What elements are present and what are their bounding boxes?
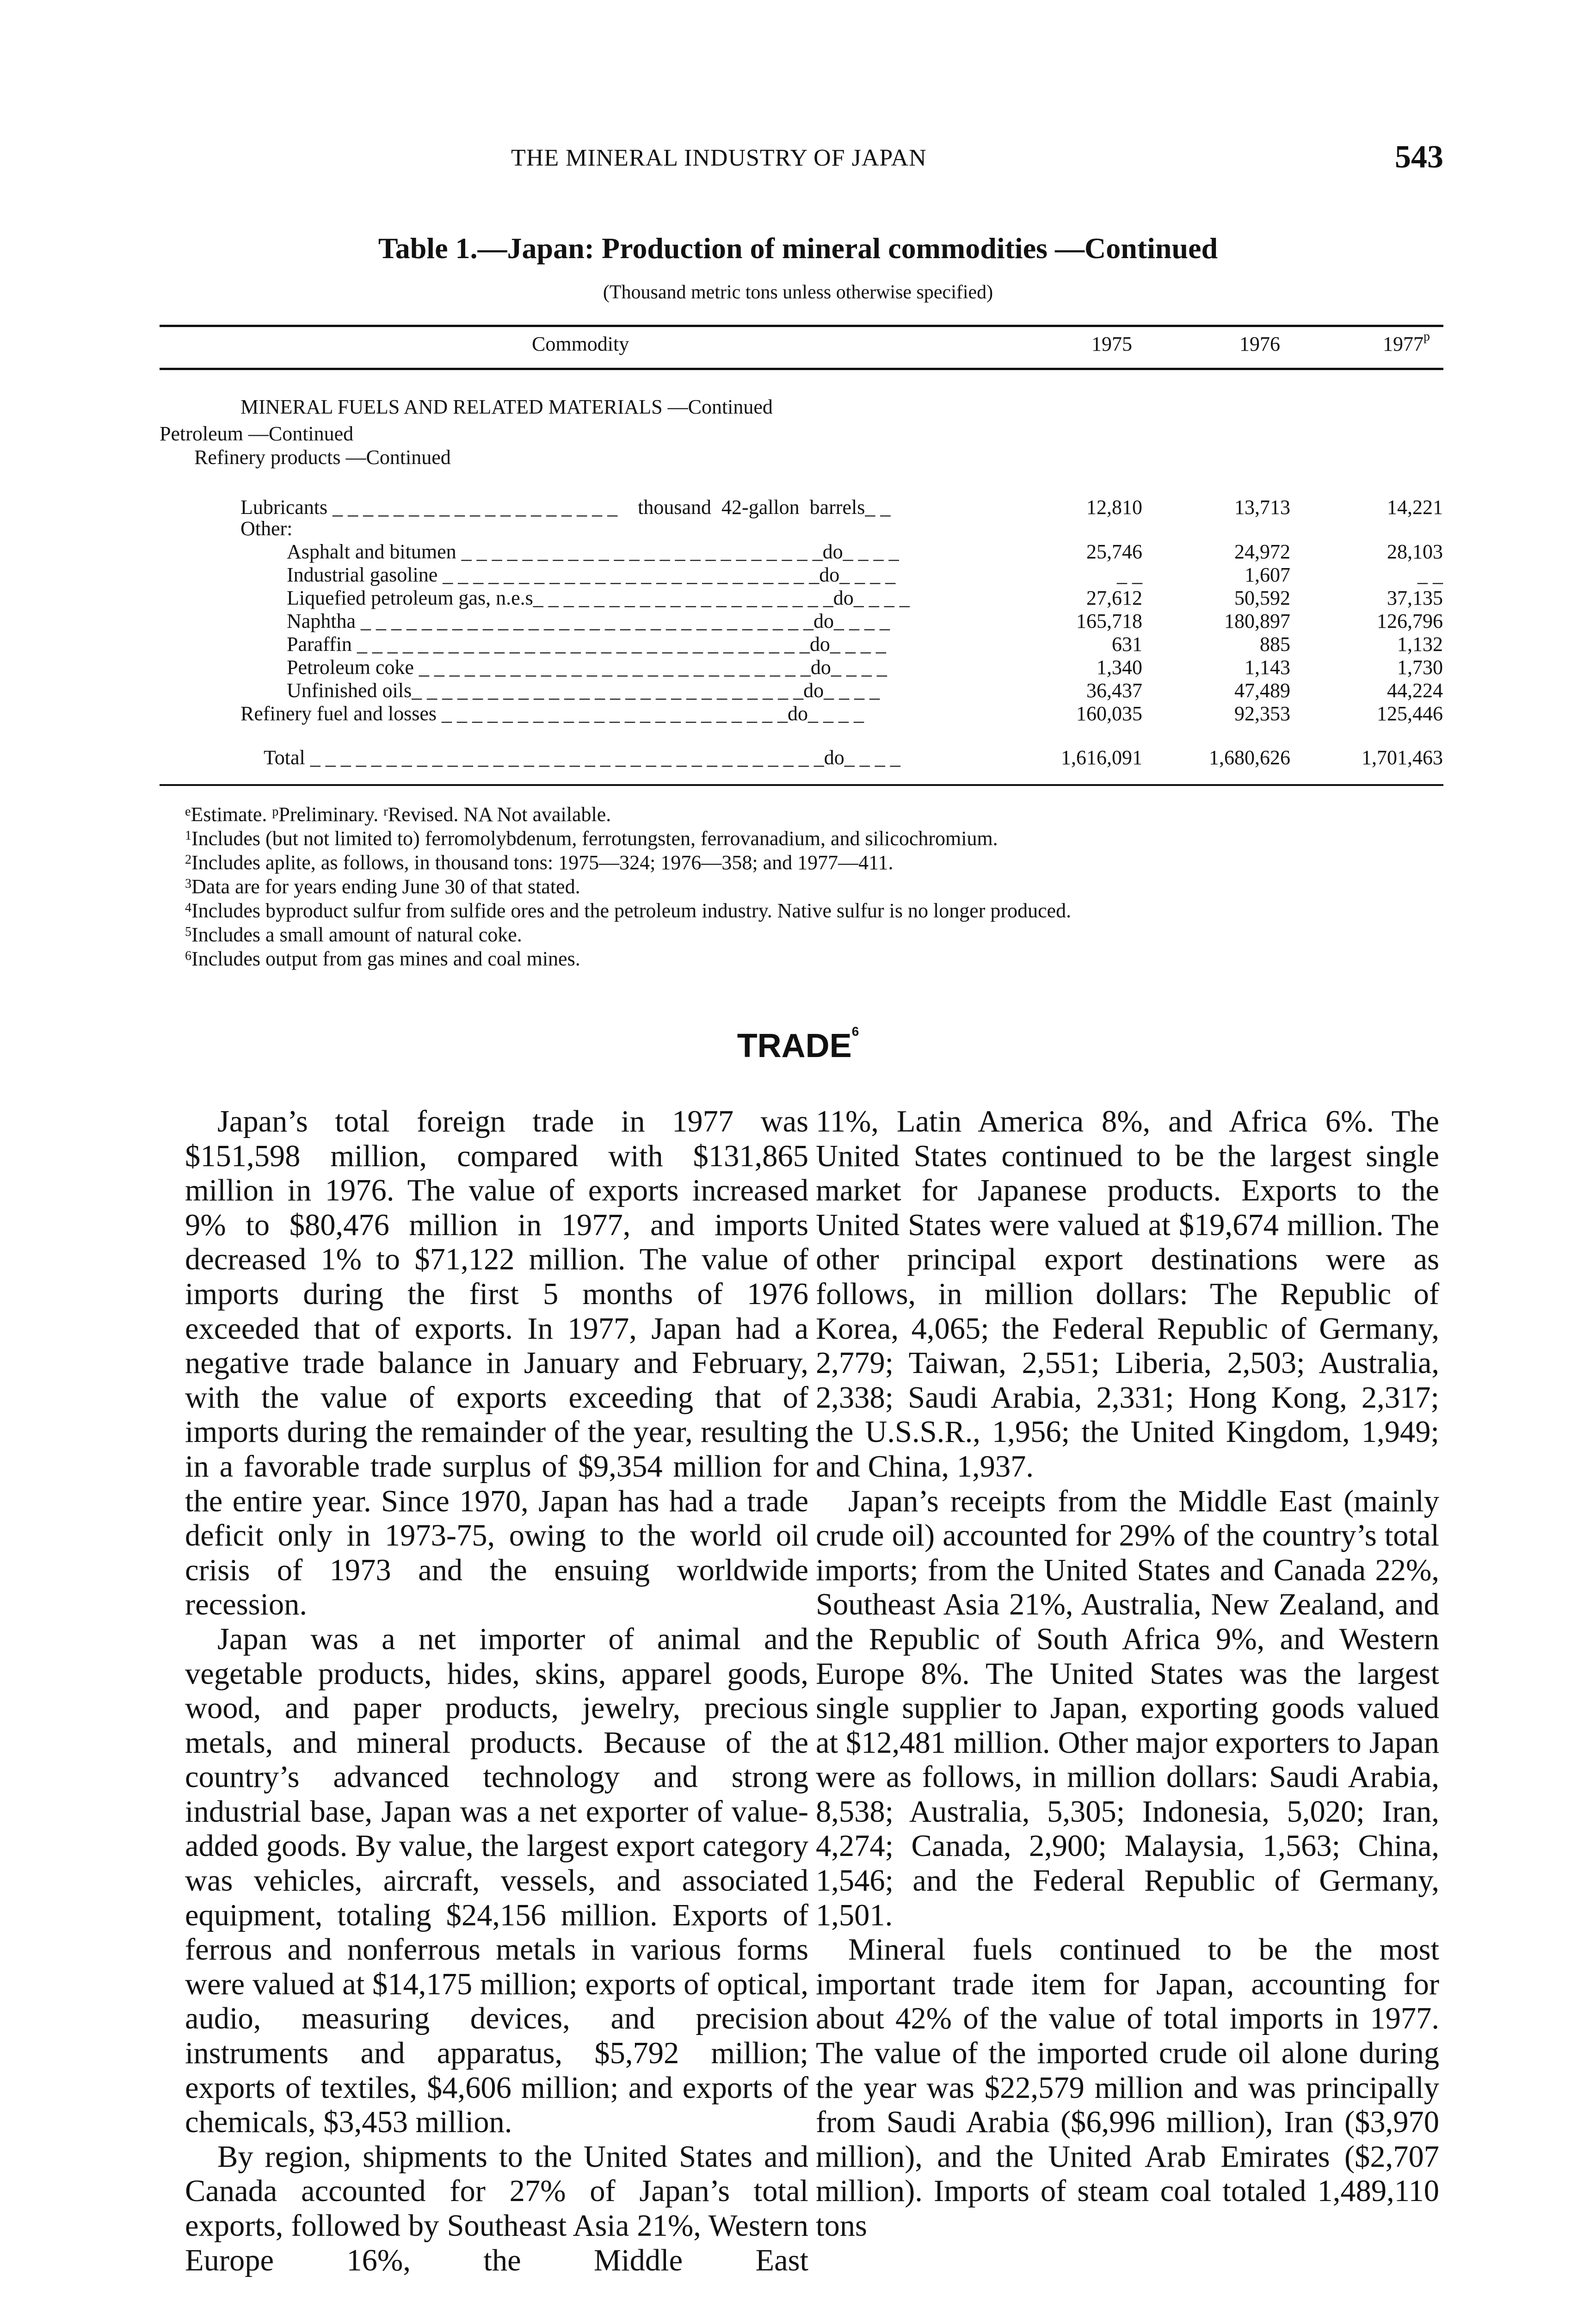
cell-naphtha-1975: 165,718: [1076, 610, 1142, 632]
cell-coke-1976: 1,143: [1245, 656, 1290, 679]
cell-gasoline-1975: _ _: [1117, 563, 1142, 586]
footnote-6: $^6$Includes output from gas mines and coal mines.: [185, 947, 580, 970]
table-title: Table 1.—Japan: Production of mineral commodities —Continued: [378, 232, 1218, 265]
cell-asphalt-1975: 25,746: [1086, 540, 1142, 563]
table-subtitle: (Thousand metric tons unless otherwise specified): [603, 282, 993, 303]
row-label-petroleum-coke: Petroleum coke _ _ _ _ _ _ _ _ _ _ _ _ _ _ _ _ _ _ _ _ _ _ _ _ _ _do_ _ _ _: [287, 656, 887, 679]
paragraph: By region, shipments to the United States and Canada accounted for 27% of Japan’s total exports, followed by Southeast Asia 21%, Western Europe 16%, the Middle East: [185, 2140, 808, 2277]
section-head-fuels: MINERAL FUELS AND RELATED MATERIALS —Continued: [240, 396, 773, 418]
paragraph: Japan’s total foreign trade in 1977 was $151,598 million, compared with $131,865 million in 1976. The value of exports increased 9% to $80,476 million in 1977, and imports decreased 1% to $71,122 million. The value of imports during the first 5 months of 1976 exceeded that of exports. In 1977, Japan had a negative trade balance in January and February, with the value of exports exceeding that of imports during the remainder of the year, resulting in a favorable trade surplus of $9,354 million for the entire year. Since 1970, Japan has had a trade deficit only in 1973-75, owing to the world oil crisis of 1973 and the ensuing worldwide recession.: [185, 1105, 808, 1622]
row-label-other: Other:: [240, 517, 293, 540]
body-column-left: [185, 1105, 808, 2278]
row-label-lpg: Liquefied petroleum gas, n.e.s_ _ _ _ _ _ _ _ _ _ _ _ _ _ _ _ _ _ _ _do_ _ _ _: [287, 587, 910, 609]
row-label-lubricants: Lubricants _ _ _ _ _ _ _ _ _ _ _ _ _ _ _ _ _ _ _ thousand 42-gallon barrels_ _: [240, 496, 891, 519]
cell-lpg-1977: 37,135: [1387, 587, 1443, 609]
cell-unfinished-1977: 44,224: [1387, 679, 1443, 702]
cell-refinery-fuel-1977: 125,446: [1377, 702, 1443, 725]
body-column-right: [816, 1105, 1439, 2244]
col-header-1976: 1976: [1239, 333, 1280, 355]
cell-naphtha-1977: 126,796: [1377, 610, 1443, 632]
row-label-industrial-gasoline: Industrial gasoline _ _ _ _ _ _ _ _ _ _ _ _ _ _ _ _ _ _ _ _ _ _ _ _ _do_ _ _ _: [287, 563, 896, 586]
footnote-2: $^2$Includes aplite, as follows, in thousand tons: 1975—324; 1976—358; and 1977—411.: [185, 851, 894, 874]
running-title: THE MINERAL INDUSTRY OF JAPAN: [511, 145, 927, 171]
footnote-3: $^3$Data are for years ending June 30 of that stated.: [185, 875, 580, 898]
cell-asphalt-1977: 28,103: [1387, 540, 1443, 563]
row-label-paraffin: Paraffin _ _ _ _ _ _ _ _ _ _ _ _ _ _ _ _ _ _ _ _ _ _ _ _ _ _ _ _ _ _do_ _ _ _: [287, 633, 886, 656]
cell-paraffin-1975: 631: [1112, 633, 1142, 656]
footnote-1: $^1$Includes (but not limited to) ferromolybdenum, ferrotungsten, ferrovanadium, and silicochromium.: [185, 827, 998, 850]
cell-asphalt-1976: 24,972: [1234, 540, 1290, 563]
row-label-naphtha: Naphtha _ _ _ _ _ _ _ _ _ _ _ _ _ _ _ _ _ _ _ _ _ _ _ _ _ _ _ _ _ _do_ _ _ _: [287, 610, 890, 632]
col-header-commodity: Commodity: [532, 333, 629, 355]
cell-gasoline-1977: _ _: [1417, 563, 1443, 586]
row-label-unfinished-oils: Unfinished oils_ _ _ _ _ _ _ _ _ _ _ _ _ _ _ _ _ _ _ _ _ _ _ _ _ _do_ _ _ _: [287, 679, 880, 702]
cell-lubricants-1977: 14,221: [1387, 496, 1443, 519]
section-head-petroleum: Petroleum —Continued: [160, 422, 354, 445]
col-header-1975: 1975: [1091, 333, 1132, 355]
paragraph: Japan’s receipts from the Middle East (mainly crude oil) accounted for 29% of the country’s total imports; from the United States and Canada 22%, Southeast Asia 21%, Australia, New Zealand, and the Republic of South Africa 9%, and Western Europe 8%. The United States was the largest single supplier to Japan, exporting goods valued at $12,481 million. Other major exporters to Japan were as follows, in million dollars: Saudi Arabia, 8,538; Australia, 5,305; Indonesia, 5,020; Iran, 4,274; Canada, 2,900; Malaysia, 1,563; China, 1,546; and the Federal Republic of Germany, 1,501.: [816, 1484, 1439, 1932]
section-head-refinery: Refinery products —Continued: [194, 446, 451, 469]
cell-paraffin-1977: 1,132: [1397, 633, 1443, 656]
cell-lubricants-1976: 13,713: [1234, 496, 1290, 519]
cell-coke-1975: 1,340: [1097, 656, 1142, 679]
col-header-1977: 1977$^p$: [1383, 329, 1430, 355]
cell-paraffin-1976: 885: [1260, 633, 1290, 656]
cell-gasoline-1976: 1,607: [1245, 563, 1290, 586]
paragraph: Japan was a net importer of animal and vegetable products, hides, skins, apparel goods, wood, and paper products, jewelry, precious metals, and mineral products. Because of the country’s advanced technology and strong industrial base, Japan was a net exporter of value-added goods. By value, the largest export category was vehicles, aircraft, vessels, and associated equipment, totaling $24,156 million. Exports of ferrous and nonferrous metals in various forms were valued at $14,175 million; exports of optical, audio, measuring devices, and precision instruments and apparatus, $5,792 million; exports of textiles, $4,606 million; and exports of chemicals, $3,453 million.: [185, 1622, 808, 2140]
row-label-refinery-fuel: Refinery fuel and losses _ _ _ _ _ _ _ _ _ _ _ _ _ _ _ _ _ _ _ _ _ _ _do_ _ _ _: [240, 702, 864, 725]
footnote-legend: $^e$Estimate. $^p$Preliminary. $^r$Revised. NA Not available.: [185, 803, 611, 826]
section-heading-trade: TRADE$^6$: [737, 1024, 859, 1064]
row-label-asphalt: Asphalt and bitumen _ _ _ _ _ _ _ _ _ _ _ _ _ _ _ _ _ _ _ _ _ _ _ _do_ _ _ _: [287, 540, 899, 563]
cell-total-1976: 1,680,626: [1209, 746, 1290, 769]
cell-lpg-1975: 27,612: [1086, 587, 1142, 609]
cell-refinery-fuel-1976: 92,353: [1234, 702, 1290, 725]
cell-total-1977: 1,701,463: [1362, 746, 1443, 769]
cell-unfinished-1976: 47,489: [1234, 679, 1290, 702]
cell-unfinished-1975: 36,437: [1086, 679, 1142, 702]
cell-refinery-fuel-1975: 160,035: [1076, 702, 1142, 725]
cell-total-1975: 1,616,091: [1061, 746, 1142, 769]
page-number: 543: [1395, 139, 1443, 175]
footnote-5: $^5$Includes a small amount of natural coke.: [185, 923, 522, 946]
table-header-rule: [160, 368, 1443, 370]
footnote-4: $^4$Includes byproduct sulfur from sulfide ores and the petroleum industry. Native sulfur is no longer produced.: [185, 899, 1072, 922]
row-label-total: Total _ _ _ _ _ _ _ _ _ _ _ _ _ _ _ _ _ _ _ _ _ _ _ _ _ _ _ _ _ _ _ _ _ _do_ _ _ _: [264, 746, 900, 769]
cell-lubricants-1975: 12,810: [1086, 496, 1142, 519]
cell-coke-1977: 1,730: [1397, 656, 1443, 679]
cell-naphtha-1976: 180,897: [1224, 610, 1290, 632]
table-bottom-rule: [160, 784, 1443, 786]
table-top-rule: [160, 325, 1443, 327]
cell-lpg-1976: 50,592: [1234, 587, 1290, 609]
table-footnotes: [185, 803, 1071, 971]
paragraph: Mineral fuels continued to be the most important trade item for Japan, accounting for about 42% of the value of total imports in 1977. The value of the imported crude oil alone during the year was $22,579 million and was principally from Saudi Arabia ($6,996 million), Iran ($3,970 million), and the United Arab Emirates ($2,707 million). Imports of steam coal totaled 1,489,110 tons: [816, 1933, 1439, 2243]
paragraph: 11%, Latin America 8%, and Africa 6%. The United States continued to be the largest single market for Japanese products. Exports to the United States were valued at $19,674 million. The other principal export destinations were as follows, in million dollars: The Republic of Korea, 4,065; the Federal Republic of Germany, 2,779; Taiwan, 2,551; Liberia, 2,503; Australia, 2,338; Saudi Arabia, 2,331; Hong Kong, 2,317; the U.S.S.R., 1,956; the United Kingdom, 1,949; and China, 1,937.: [816, 1105, 1439, 1484]
